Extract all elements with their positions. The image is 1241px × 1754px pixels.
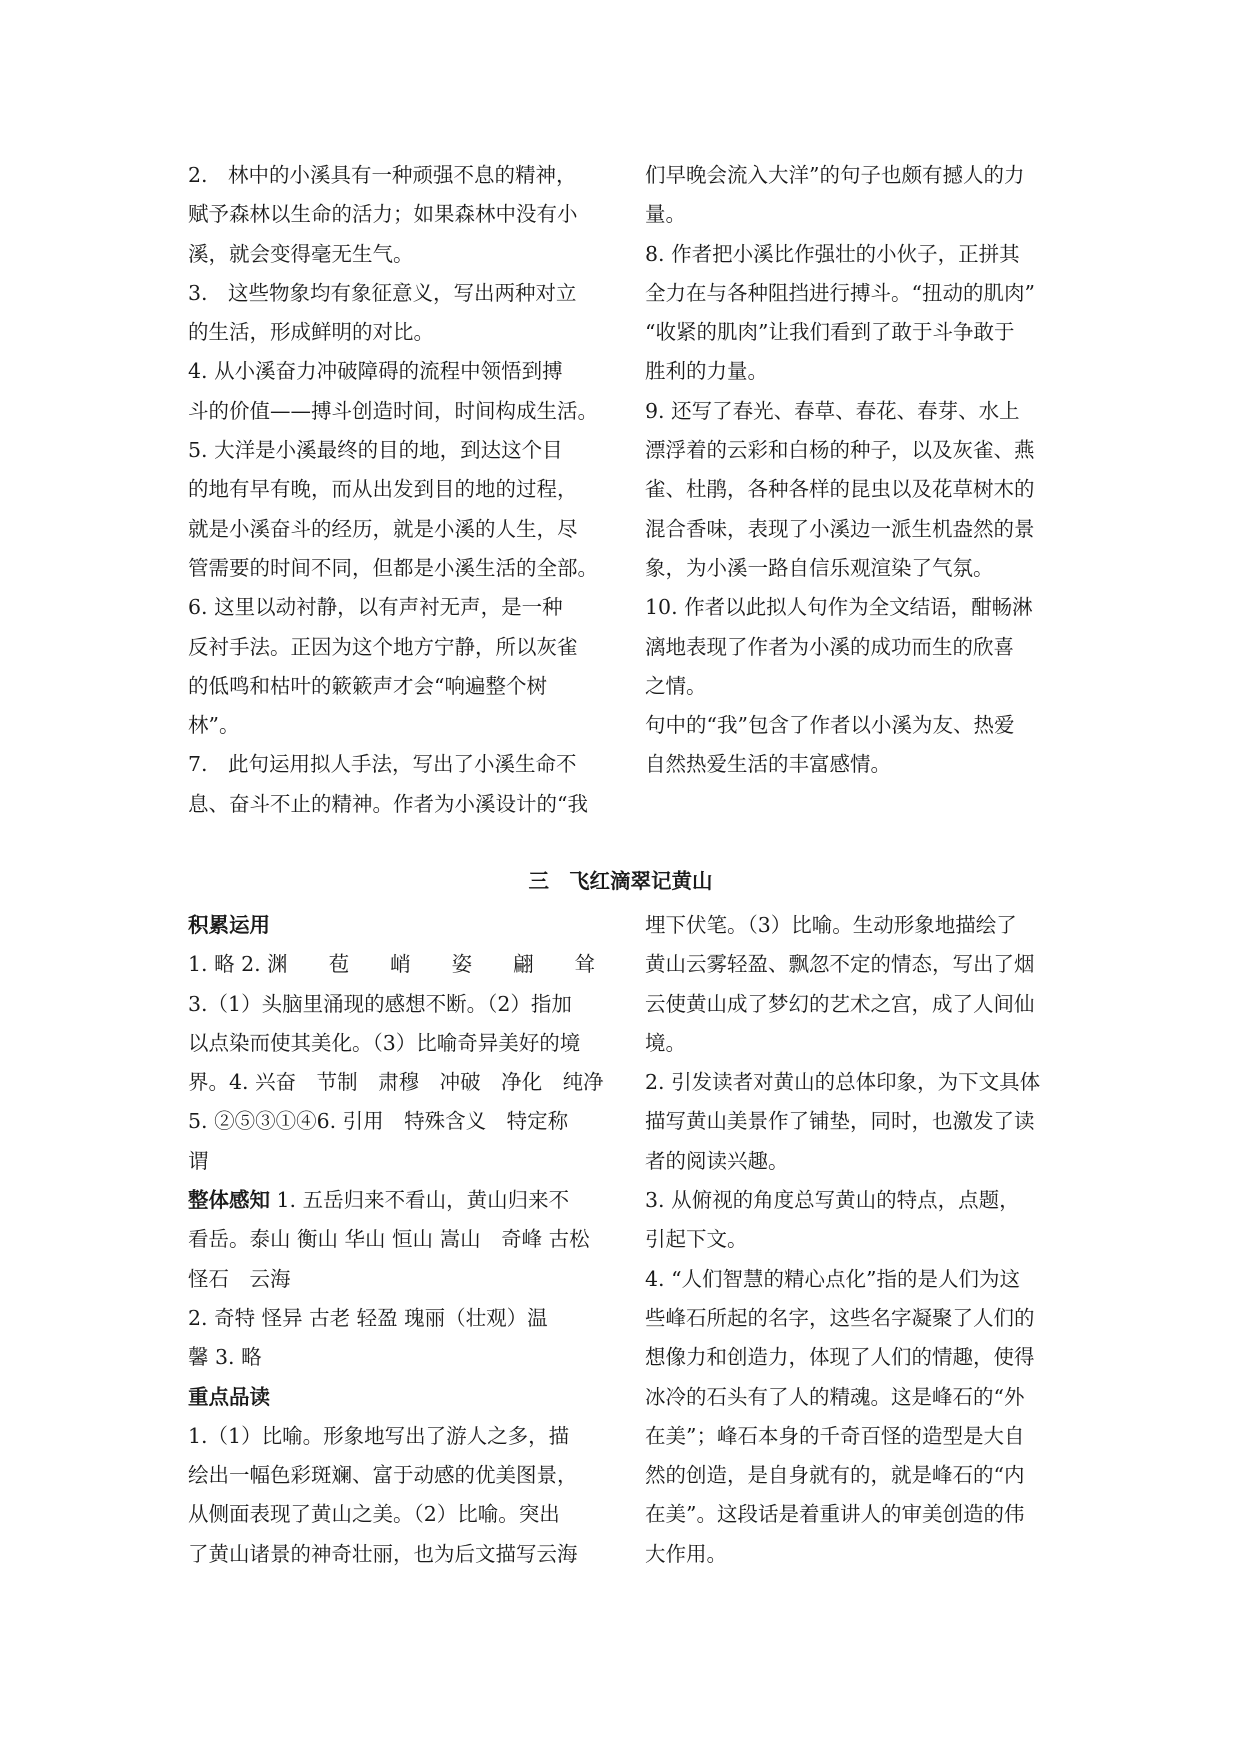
text-line: 漂浮着的云彩和白杨的种子，以及灰雀、燕 [645,438,1035,463]
text-line: 黄山云雾轻盈、飘忽不定的情态，写出了烟 [645,952,1035,977]
text-line: 象，为小溪一路自信乐观渲染了气氛。 [645,555,994,580]
text-line: 量。 [645,202,686,227]
upper-right-column [645,156,1070,785]
text-line: 馨 3. 略 [188,1345,262,1370]
heading-accumulate: 积累运用 [188,913,270,937]
text-line: 绘出一幅色彩斑斓、富于动感的优美图景， [188,1463,578,1488]
text-line: 大作用。 [645,1541,727,1566]
text-line: 的生活，形成鲜明的对比。 [188,320,434,345]
text-line: 漓地表现了作者为小溪的成功而生的欣喜 [645,634,1014,659]
text-line: 反衬手法。正因为这个地方宁静，所以灰雀 [188,634,578,659]
section-title-text: 飞红滴翠记黄山 [569,869,713,893]
text-line: 2. 林中的小溪具有一种顽强不息的精神， [188,163,577,187]
text-line: 冰冷的石头有了人的精魂。这是峰石的“外 [645,1384,1025,1409]
text-line: 3. 从俯视的角度总写黄山的特点，点题， [645,1188,1020,1213]
overall-first-text: 1. 五岳归来不看山，黄山归来不 [270,1188,570,1213]
text-line: 的低鸣和枯叶的簌簌声才会“响遍整个树 [188,673,547,698]
text-line: 埋下伏笔。（3）比喻。生动形象地描绘了 [645,913,1017,937]
text-line: 5. 大洋是小溪最终的目的地，到达这个目 [188,438,563,463]
text-line: 者的阅读兴趣。 [645,1148,789,1173]
text-line: 云使黄山成了梦幻的艺术之宫，成了人间仙 [645,991,1035,1016]
text-line: 3.（1）头脑里涌现的感想不断。（2）指加 [188,991,572,1016]
text-line: 在美”。这段话是着重讲人的审美创造的伟 [645,1502,1025,1527]
text-line: 溪，就会变得毫无生气。 [188,241,414,266]
text-line: 引起下文。 [645,1227,748,1252]
text-line: 4. 从小溪奋力冲破障碍的流程中领悟到搏 [188,359,563,384]
text-line: 以点染而使其美化。（3）比喻奇异美好的境 [188,1030,581,1055]
text-line: 怪石 云海 [188,1266,291,1291]
text-line: 了黄山诸景的神奇壮丽，也为后文描写云海 [188,1541,578,1566]
overall-line [188,1181,613,1220]
text-line: 些峰石所起的名字，这些名字凝聚了人们的 [645,1305,1035,1330]
text-line: 胜利的力量。 [645,359,768,384]
text-line: 境。 [645,1030,686,1055]
text-line: 4. “人们智慧的精心点化”指的是人们为这 [645,1266,1021,1291]
text-line: 息、奋斗不止的精神。作者为小溪设计的“我 [188,791,588,816]
text-line: 2. 奇特 怪异 古老 轻盈 瑰丽（壮观）温 [188,1305,548,1330]
heading-overall: 整体感知 [188,1188,270,1213]
lower-left-column [188,906,613,1574]
text-line: 界。4. 兴奋 节制 肃穆 冲破 净化 纯净 [188,1070,604,1095]
text-line: 的地有早有晚，而从出发到目的地的过程， [188,477,578,502]
text-line: 描写黄山美景作了铺垫，同时，也激发了读 [645,1109,1035,1134]
text-line: 看岳。泰山 衡山 华山 恒山 嵩山 奇峰 古松 [188,1227,590,1252]
text-line: 之情。 [645,673,707,698]
heading-key-reading: 重点品读 [188,1384,270,1409]
text-line: 1. 略 2. 渊 苞 峭 姿 翩 耸 [188,952,596,977]
text-line: 句中的“我”包含了作者以小溪为友、热爱 [645,713,1015,738]
text-line: 想像力和创造力，体现了人们的情趣，使得 [645,1345,1035,1370]
text-line: 1.（1）比喻。形象地写出了游人之多，描 [188,1423,570,1448]
text-line: 在美”；峰石本身的千奇百怪的造型是大自 [645,1423,1025,1448]
text-line: 7. 此句运用拟人手法，写出了小溪生命不 [188,752,577,777]
text-line: 9. 还写了春光、春草、春花、春芽、水上 [645,398,1020,423]
text-line: 混合香味，表现了小溪边一派生机盎然的景 [645,516,1035,541]
text-line: “收紧的肌肉”让我们看到了敢于斗争敢于 [645,320,1015,345]
text-line: 全力在与各种阻挡进行搏斗。“扭动的肌肉” [645,280,1035,305]
section-title [0,866,1241,896]
lower-right-column [645,906,1070,1574]
text-line: 谓 [188,1148,209,1173]
text-line: 然的创造，是自身就有的，就是峰石的“内 [645,1463,1025,1488]
text-line: 们早晚会流入大洋”的句子也颇有撼人的力 [645,163,1025,187]
text-line: 就是小溪奋斗的经历，就是小溪的人生，尽 [188,516,578,541]
text-line: 3. 这些物象均有象征意义，写出两种对立 [188,280,577,305]
section-number: 三 [528,869,549,893]
text-line: 6. 这里以动衬静，以有声衬无声，是一种 [188,595,563,620]
text-line: 从侧面表现了黄山之美。（2）比喻。突出 [188,1502,560,1527]
text-line: 林”。 [188,713,240,738]
text-line: 2. 引发读者对黄山的总体印象，为下文具体 [645,1070,1041,1095]
text-line: 斗的价值——搏斗创造时间，时间构成生活。 [188,398,598,423]
text-line: 5. ②⑤③①④6. 引用 特殊含义 特定称 [188,1109,569,1134]
text-line: 雀、杜鹃，各种各样的昆虫以及花草树木的 [645,477,1035,502]
text-line: 赋予森林以生命的活力；如果森林中没有小 [188,202,578,227]
upper-left-column [188,156,613,824]
text-line: 10. 作者以此拟人句作为全文结语，酣畅淋 [645,595,1033,620]
text-line: 8. 作者把小溪比作强壮的小伙子，正拼其 [645,241,1020,266]
text-line: 管需要的时间不同，但都是小溪生活的全部。 [188,555,598,580]
text-line: 自然热爱生活的丰富感情。 [645,752,891,777]
